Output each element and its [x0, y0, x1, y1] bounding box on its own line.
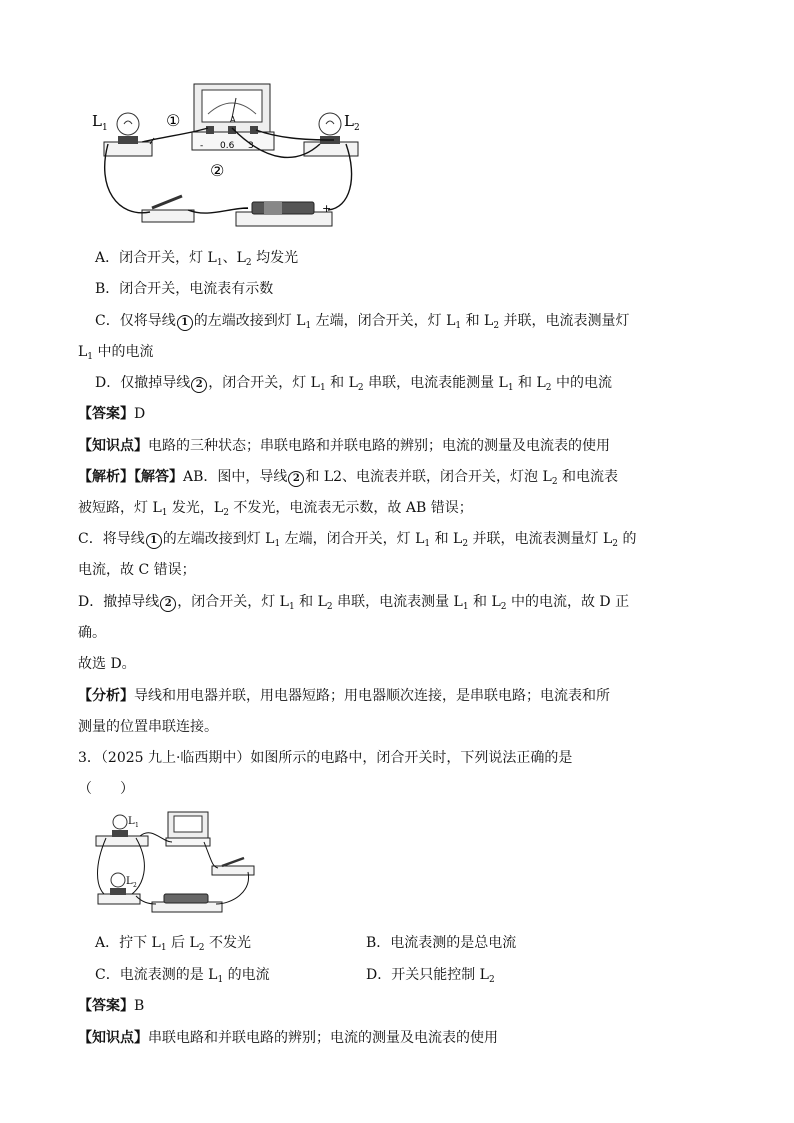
- q2-option-a: A．闭合开关，灯 $L_1$、$L_2$ 均发光: [95, 250, 299, 268]
- q2-analysis-3: C．将导线 1 的左端改接到灯 $L_1$ 左端，闭合开关，灯 $L_1$ 和 $L_2$ 并联，电流表测量灯 $L_2$ 的: [78, 531, 637, 549]
- q3-stem-paren: （ ）: [78, 781, 134, 797]
- label-L2-sub: 2: [354, 123, 360, 133]
- q2-fenxi-1: 【分析】导线和用电器并联，用电器短路；用电器顺次连接，是串联电路；电流表和所: [78, 688, 610, 704]
- circle-number-icon: 2: [288, 471, 304, 487]
- q2-analysis-6: 确。: [78, 625, 106, 641]
- fig2-label-L1: L: [128, 816, 135, 827]
- q3-knowledge: 【知识点】串联电路和并联电路的辨别；电流的测量及电流表的使用: [78, 1030, 498, 1046]
- q2-analysis-5: D．撤掉导线 2 ，闭合开关，灯 $L_1$ 和 $L_2$ 串联，电流表测量 $L_1$ 和 $L_2$ 中的电流，故 D 正: [78, 594, 630, 612]
- q2-option-c: C．仅将导线 1 的左端改接到灯 $L_1$ 左端，闭合开关，灯 $L_1$ 和 $L_2$ 并联，电流表测量灯: [95, 313, 630, 331]
- q3-answer: 【答案】B: [78, 998, 145, 1014]
- fig2-label-L1-sub: 1: [135, 822, 139, 829]
- q3-option-a: A．拧下 $L_1$ 后 $L_2$ 不发光: [95, 935, 251, 953]
- q2-option-b: B．闭合开关，电流表有示数: [95, 281, 274, 297]
- circuit-figure-2: [92, 806, 272, 918]
- label-L1-sub: 1: [102, 123, 108, 133]
- q2-knowledge: 【知识点】电路的三种状态；串联电路和并联电路的辨别；电流的测量及电流表的使用: [78, 438, 610, 454]
- wire-1-label: ①: [166, 111, 181, 130]
- circle-number-icon: 1: [146, 533, 162, 549]
- battery-minus: −: [240, 202, 250, 215]
- q2-analysis-1: 【解析】【解答】AB．图中，导线 2 和 L2、电流表并联，闭合开关，灯泡 $L_2$ 和电流表: [78, 469, 618, 487]
- q2-analysis-4: 电流，故 C 错误；: [78, 562, 196, 578]
- q3-option-d: D．开关只能控制 $L_2$: [366, 967, 495, 985]
- q3-stem: 3．（2025 九上·临西期中）如图所示的电路中，闭合开关时，下列说法正确的是: [78, 750, 573, 766]
- label-L2: L: [344, 112, 354, 130]
- wire-2-label: ②: [210, 161, 225, 180]
- circle-number-icon: 2: [160, 596, 176, 612]
- q2-analysis-7: 故选 D。: [78, 656, 136, 672]
- meter-A: A: [230, 115, 236, 124]
- fig2-label-L2-sub: 2: [133, 882, 137, 889]
- battery-plus: +: [322, 202, 332, 215]
- q2-option-c-cont: $L_1$ 中的电流: [78, 344, 154, 362]
- q2-option-d: D．仅撤掉导线 2 ，闭合开关，灯 $L_1$ 和 $L_2$ 串联，电流表能测量 $L_1$ 和 $L_2$ 中的电流: [95, 375, 612, 393]
- meter-minus: -: [200, 141, 204, 151]
- fig2-label-L2: L: [126, 876, 133, 887]
- q2-fenxi-2: 测量的位置串联连接。: [78, 719, 218, 735]
- q2-analysis-2: 被短路，灯 $L_1$ 发光，$L_2$ 不发光，电流表无示数，故 AB 错误；: [78, 500, 473, 518]
- q3-option-b: B．电流表测的是总电流: [366, 935, 517, 951]
- meter-3: 3: [248, 141, 254, 151]
- label-L1: L: [92, 112, 102, 130]
- circuit-figure-1: [88, 78, 378, 238]
- circle-number-icon: 2: [191, 377, 207, 393]
- circle-number-icon: 1: [177, 315, 193, 331]
- q2-answer: 【答案】D: [78, 406, 146, 422]
- meter-06: 0.6: [220, 141, 235, 151]
- q3-option-c: C．电流表测的是 $L_1$ 的电流: [95, 967, 270, 985]
